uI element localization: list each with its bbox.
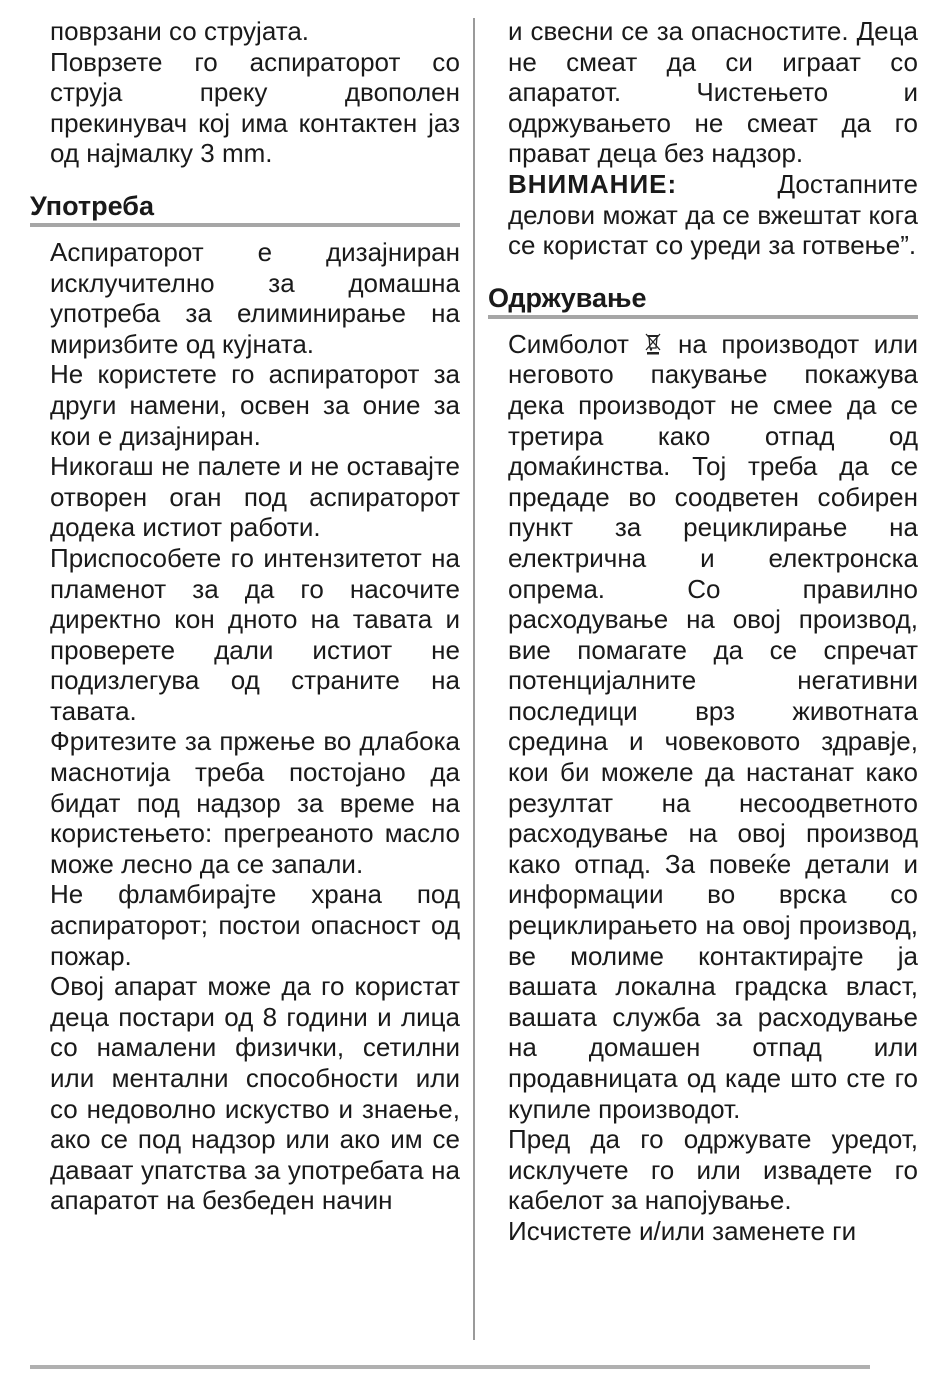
intro-fragment: поврзани со струјата. xyxy=(50,16,310,46)
usage-paragraph: Аспираторот е дизајниран исклучително за домашна употреба за елиминирање на миризбите од кујната. xyxy=(50,236,460,359)
maintenance-paragraph: Исчистете и/или заменете ги xyxy=(508,1215,857,1246)
symbol-label: Симболот xyxy=(508,328,629,359)
usage-paragraph: Никогаш не палете и не оставајте отворен оган под аспираторот додека истиот работи. xyxy=(50,451,460,543)
maintenance-heading: Одржување xyxy=(488,283,918,319)
crossed-out-wheelie-bin-icon xyxy=(645,331,661,355)
right-column xyxy=(488,0,918,1247)
usage-paragraph: Овој апарат може да го користат деца постари од 8 години и лица со намалени физички, сетилни или ментални способности или со недоволно искуство и знаење, ако се под надзор или ако им се даваат упатства за употребата на апаратот на безбеден начин xyxy=(50,971,460,1216)
maintenance-paragraph: Пред да го одржувате уредот, исклучете го или извадете го кабелот за напојување. xyxy=(508,1124,918,1216)
disposal-paragraph xyxy=(488,329,918,1124)
usage-paragraph: Фритезите за пржење во длабока маснотија треба постојано да бидат под надзор за време на користењето: прегреаното масло може лесно да се запали. xyxy=(50,726,460,879)
left-column xyxy=(30,0,460,1216)
warning-paragraph xyxy=(488,169,918,261)
usage-paragraph: Не фламбирајте храна под аспираторот; постои опасност од пожар. xyxy=(50,879,460,971)
warning-label: ВНИМАНИЕ: xyxy=(508,168,678,199)
footer-rule xyxy=(30,1365,870,1369)
disposal-text: на производот или неговото пакување покажува дека производот не смее да се третира како отпад од домаќинства. Тој треба да се предаде во соодветен собирен пункт за рециклирање на електрична и електронска опрема. Со правилно расходување на овој производ, вие помагате да се спречат потенцијалните негативни последици врз животната средина и човековото здравје, кои би можеле да настанат како резултат на несоодветното расходување на овој производ како отпад. За повеќе детали и информации во врска со рециклирањето на овој производ, ве молиме контактирајте ја вашата локална градска власт, вашата служба за расходување на домашен отпад или продавницата од каде што сте го купиле производот. xyxy=(508,328,918,1124)
warning-text: Достапните делови можат да се вжештат кога се користат со уреди за готвење”. xyxy=(508,168,918,261)
column-divider xyxy=(473,18,475,1340)
usage-paragraph: Не користете го аспираторот за други намени, освен за оние за кои е дизајниран. xyxy=(50,359,460,451)
continuation-paragraph: и свесни се за опасностите. Деца не смеат да си играат со апаратот. Чистењето и одржувањето не смеат да го прават деца без надзор. xyxy=(508,16,918,169)
intro-paragraph: Поврзете го аспираторот со струја преку двополен прекинувач кој има контактен јаз од најмалку 3 mm. xyxy=(50,46,460,169)
usage-paragraph: Приспособете го интензитетот на пламенот за да го насочите директно кон дното на тавата и проверете дали истиот не подизлегува од страните на тавата. xyxy=(50,542,460,726)
usage-heading: Употреба xyxy=(30,191,460,227)
